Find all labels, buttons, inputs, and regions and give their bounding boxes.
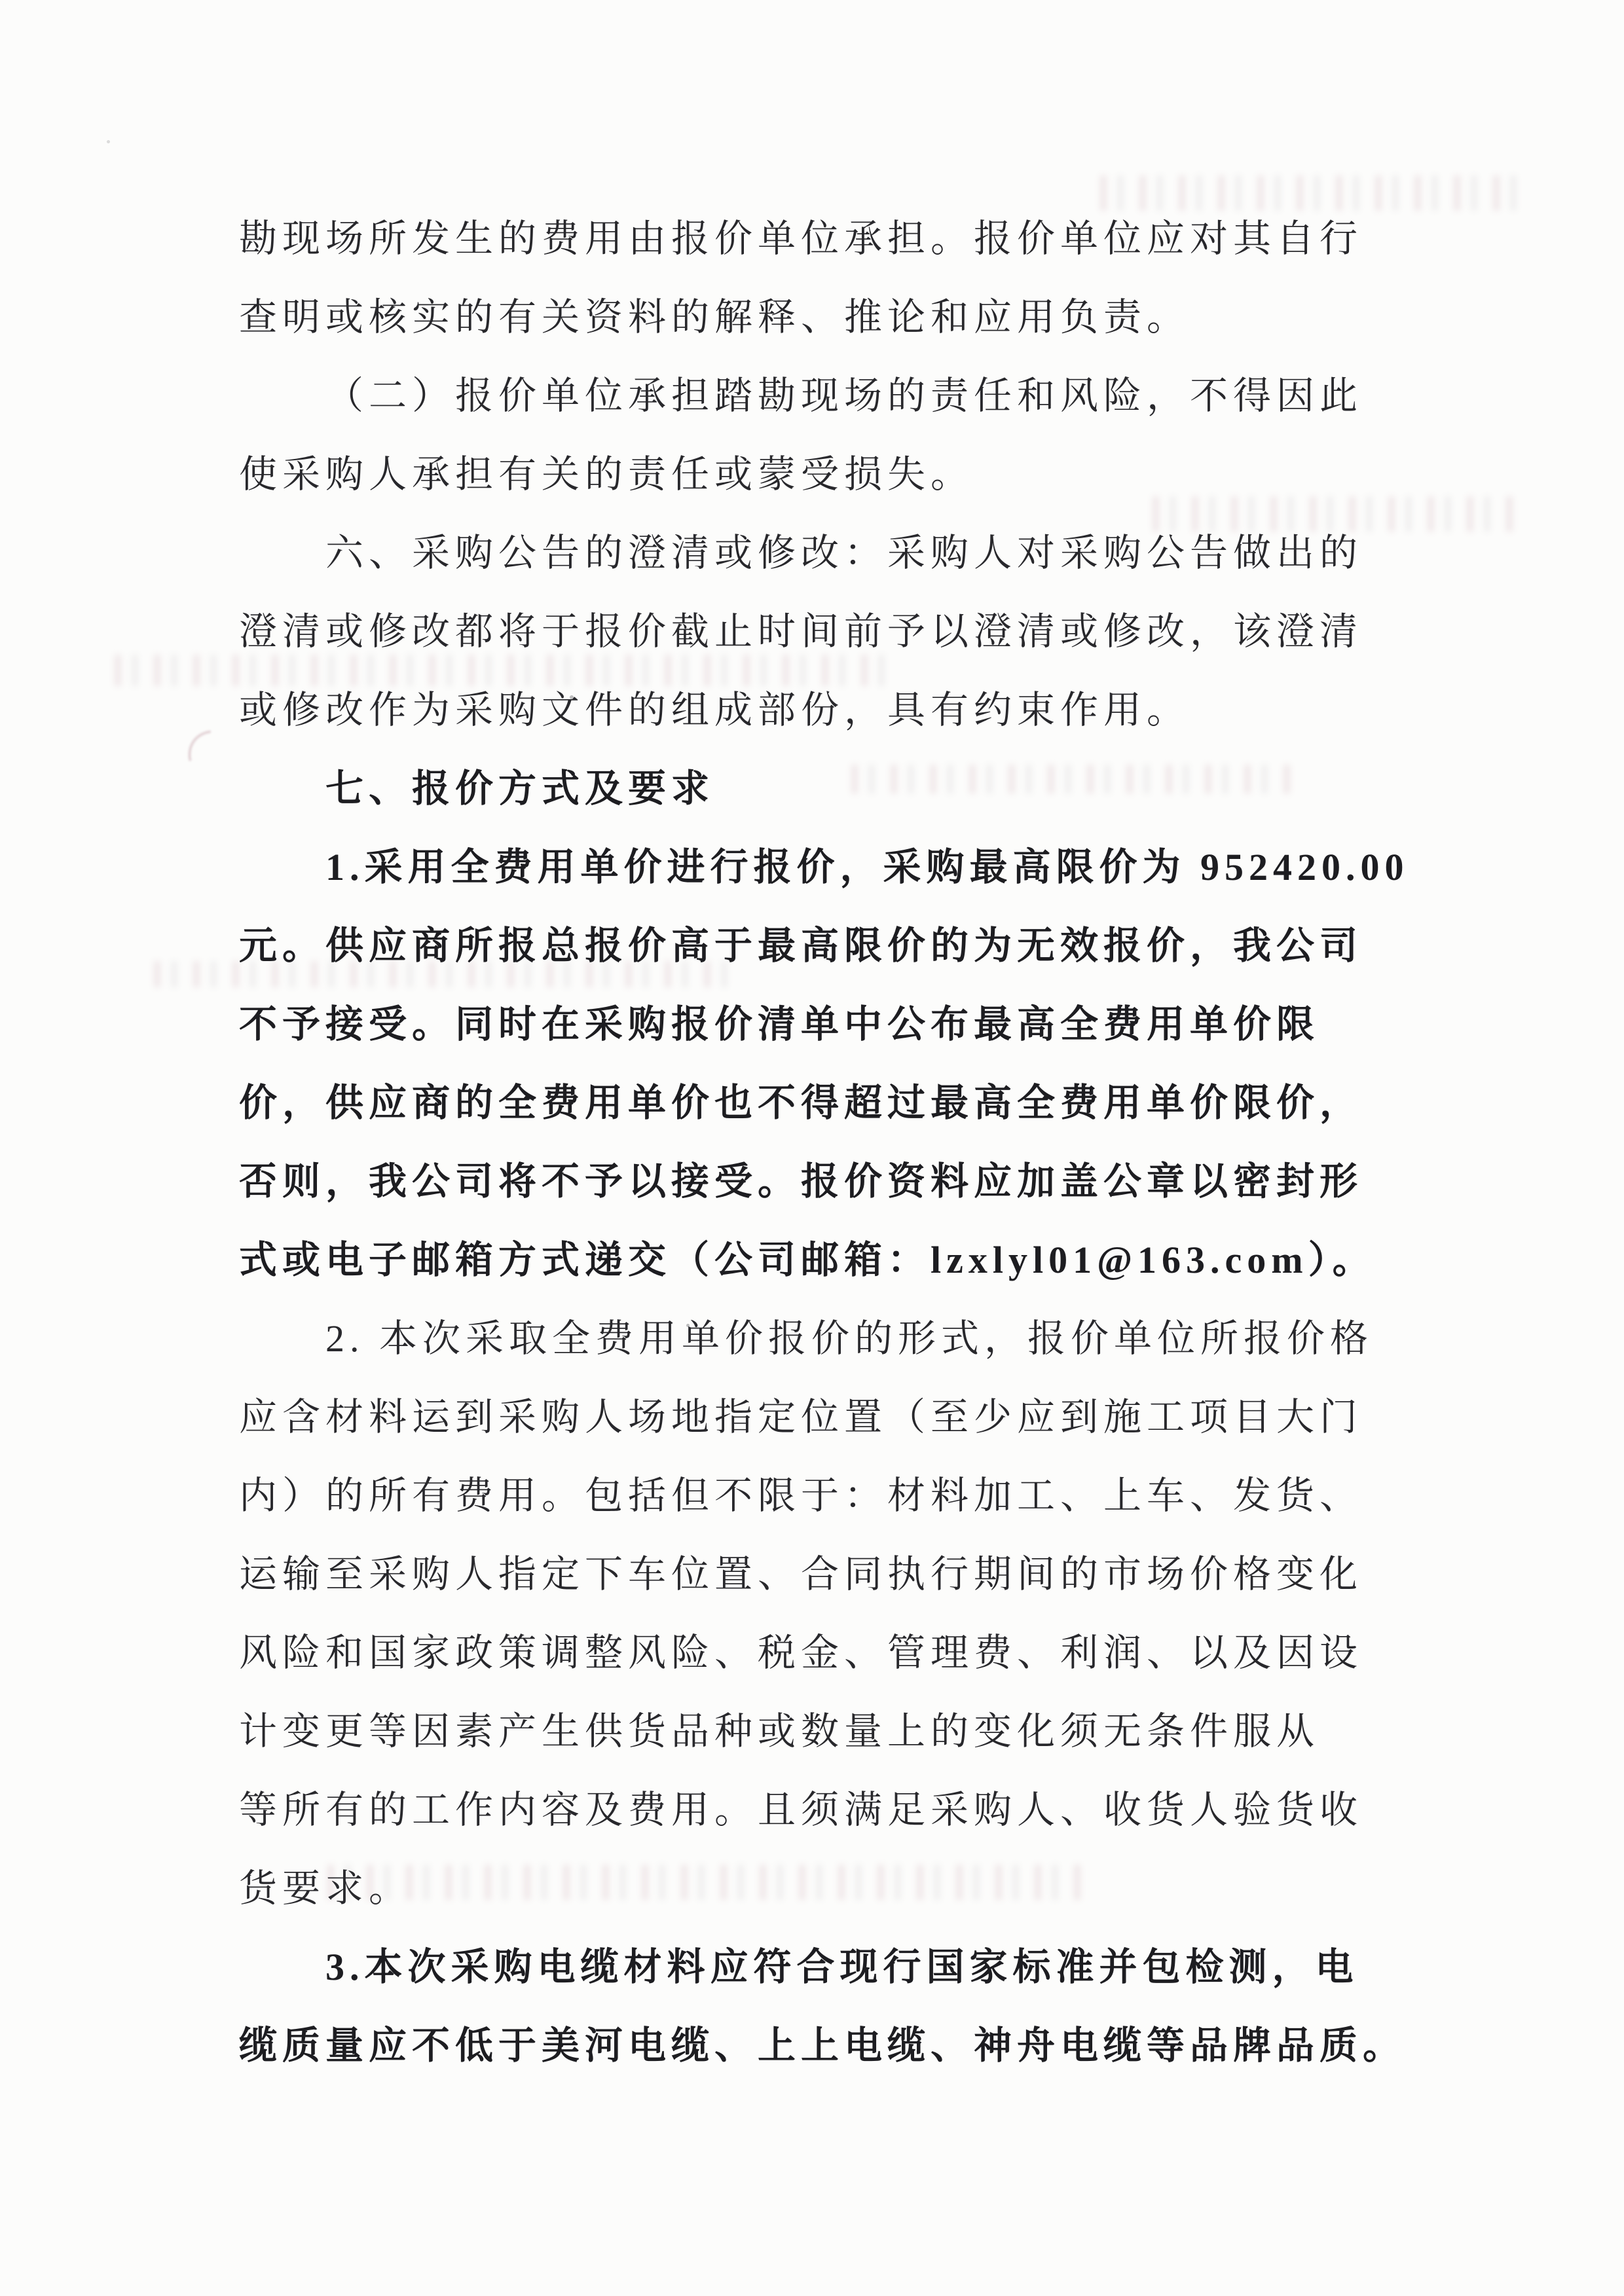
text-line-21: 等所有的工作内容及费用。且须满足采购人、收货人验货收: [239, 1789, 1363, 1831]
text-line-17: 内）的所有费用。包括但不限于：材料加工、上车、发货、: [239, 1474, 1363, 1517]
text-line-19: 风险和国家政策调整风险、税金、管理费、利润、以及因设: [239, 1631, 1363, 1674]
text-line-06: 澄清或修改都将于报价截止时间前予以澄清或修改，该澄清: [239, 610, 1363, 653]
ink-speck: [107, 140, 110, 143]
text-line-05-section-6-heading: 六、采购公告的澄清或修改：采购人对采购公告做出的: [325, 532, 1363, 574]
text-line-12: 价，供应商的全费用单价也不得超过最高全费用单价限价，: [239, 1082, 1363, 1124]
text-line-02: 查明或核实的有关资料的解释、推论和应用负责。: [239, 296, 1190, 338]
text-line-22: 货要求。: [239, 1867, 413, 1910]
text-line-03: （二）报价单位承担踏勘现场的责任和风险，不得因此: [325, 374, 1363, 417]
text-line-07: 或修改作为采购文件的组成部份，具有约束作用。: [239, 689, 1190, 731]
document-body: [239, 200, 1409, 2085]
text-line-08-section-7-heading: 七、报价方式及要求: [325, 767, 715, 810]
text-line-16: 应含材料运到采购人场地指定位置（至少应到施工项目大门: [239, 1396, 1363, 1438]
text-line-15: 2. 本次采取全费用单价报价的形式，报价单位所报价格: [325, 1317, 1374, 1360]
text-line-23: 3.本次采购电缆材料应符合现行国家标准并包检测，电: [325, 1946, 1359, 1988]
text-line-20: 计变更等因素产生供货品种或数量上的变化须无条件服从: [239, 1710, 1320, 1753]
text-line-24-cable-brands: 缆质量应不低于美河电缆、上上电缆、神舟电缆等品牌品质。: [239, 2024, 1407, 2067]
text-line-11: 不予接受。同时在采购报价清单中公布最高全费用单价限: [239, 1003, 1320, 1046]
text-line-10: 元。供应商所报总报价高于最高限价的为无效报价，我公司: [239, 924, 1363, 967]
text-line-01: 勘现场所发生的费用由报价单位承担。报价单位应对其自行: [239, 217, 1363, 260]
text-line-04: 使采购人承担有关的责任或蒙受损失。: [239, 453, 974, 496]
text-line-09-max-price: 1.采用全费用单价进行报价，采购最高限价为 952420.00: [325, 846, 1409, 888]
text-line-13: 否则，我公司将不予以接受。报价资料应加盖公章以密封形: [239, 1160, 1363, 1203]
text-line-18: 运输至采购人指定下车位置、合同执行期间的市场价格变化: [239, 1553, 1363, 1595]
text-line-14-company-email: 式或电子邮箱方式递交（公司邮箱：lzxlyl01@163.com）。: [239, 1239, 1376, 1281]
